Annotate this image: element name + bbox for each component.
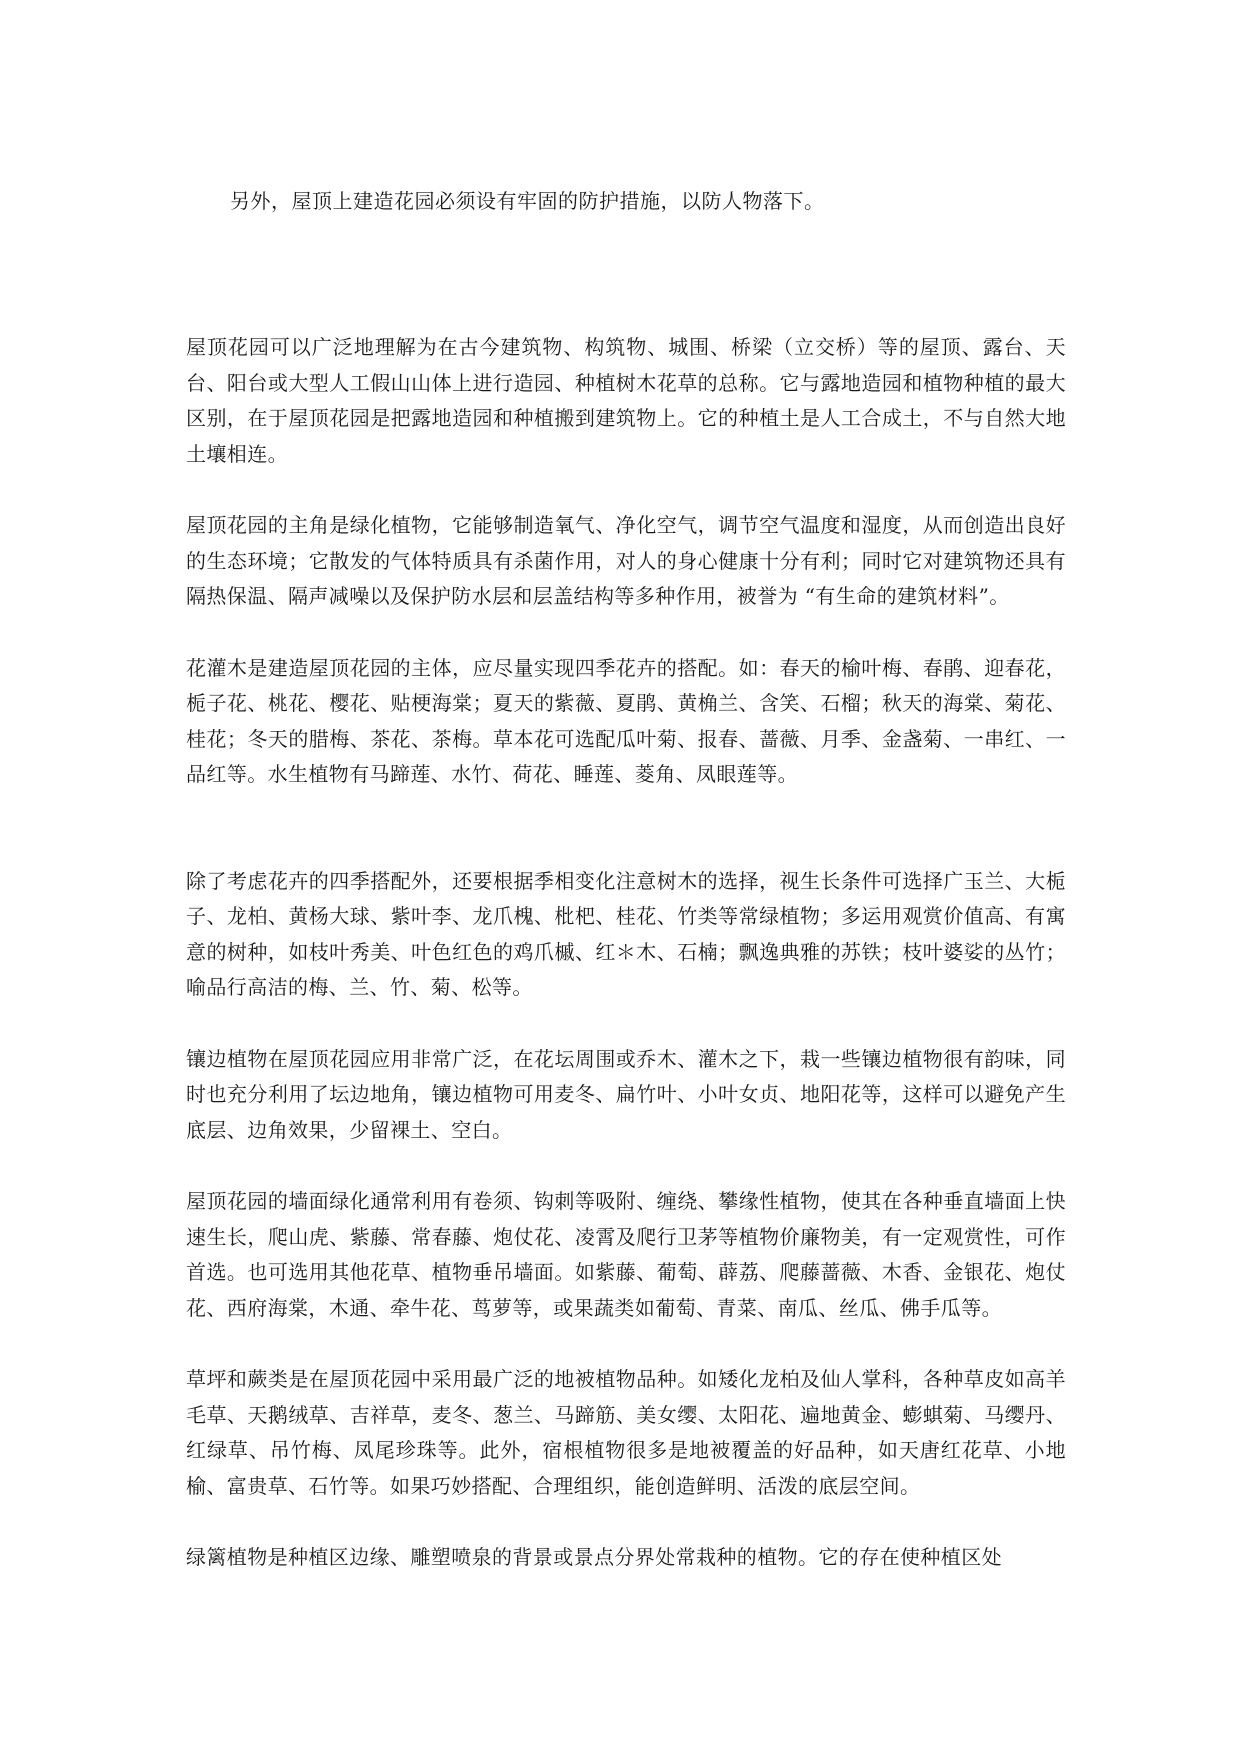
paragraph-wall-greening: 屋顶花园的墙面绿化通常利用有卷须、钩刺等吸附、缠绕、攀缘性植物，使其在各种垂直墙面上快速生长，爬山虎、紫藤、常春藤、炮仗花、凌霄及爬行卫茅等植物价廉物美，有一定观赏性，可作首选。也可选用其他花草、植物垂吊墙面。如紫藤、葡萄、薜荔、爬藤蔷薇、木香、金银花、炮仗花、西府海棠，木通、牵牛花、茑萝等，或果蔬类如葡萄、青菜、南瓜、丝瓜、佛手瓜等。 xyxy=(186,1189,1066,1320)
paragraph-gap xyxy=(186,1006,1066,1042)
paragraph-roof-garden-definition: 屋顶花园可以广泛地理解为在古今建筑物、构筑物、城围、桥梁（立交桥）等的屋顶、露台、天台、阳台或大型人工假山山体上进行造园、种植树木花草的总称。它与露地造园和植物种植的最大区别，在于屋顶花园是把露地造园和种植搬到建筑物上。它的种植土是人工合成土，不与自然大地土壤相连。 xyxy=(186,335,1066,466)
paragraph-tree-selection: 除了考虑花卉的四季搭配外，还要根据季相变化注意树木的选择，视生长条件可选择广玉兰、大栀子、龙柏、黄杨大球、紫叶李、龙爪槐、枇杷、桂花、竹类等常绿植物；多运用观赏价值高、有寓意的树种，如枝叶秀美、叶色红色的鸡爪槭、红＊木、石楠；飘逸典雅的苏铁；枝叶婆娑的丛竹；喻品行高洁的梅、兰、竹、菊、松等。 xyxy=(186,868,1066,999)
intro-paragraph: 另外，屋顶上建造花园必须设有牢固的防护措施，以防人物落下。 xyxy=(230,189,825,213)
paragraph-gap xyxy=(186,615,1066,651)
paragraph-lawn-ferns: 草坪和蕨类是在屋顶花园中采用最广泛的地被植物品种。如矮化龙柏及仙人掌科，各种草皮如高羊毛草、天鹅绒草、吉祥草，麦冬、葱兰、马蹄筋、美女缨、太阳花、遍地黄金、蟛蜞菊、马缨丹、红绿草、吊竹梅、凤尾珍珠等。此外，宿根植物很多是地被覆盖的好品种，如天唐红花草、小地榆、富贵草、石竹等。如果巧妙搭配、合理组织，能创造鲜明、活泼的底层空间。 xyxy=(186,1367,1066,1498)
paragraph-gap xyxy=(186,1148,1066,1184)
body-text xyxy=(186,330,1066,1576)
paragraph-gap xyxy=(186,472,1066,508)
paragraph-hedge-plants: 绿篱植物是种植区边缘、雕塑喷泉的背景或景点分界处常栽种的植物。它的存在使种植区处 xyxy=(186,1545,1002,1569)
paragraph-edging-plants: 镶边植物在屋顶花园应用非常广泛，在花坛周围或乔木、灌木之下，栽一些镶边植物很有韵味，同时也充分利用了坛边地角，镶边植物可用麦冬、扁竹叶、小叶女贞、地阳花等，这样可以避免产生底层、边角效果，少留裸土、空白。 xyxy=(186,1046,1066,1142)
paragraph-gap xyxy=(186,1504,1066,1540)
paragraph-flowering-shrubs: 花灌木是建造屋顶花园的主体，应尽量实现四季花卉的搭配。如：春天的榆叶梅、春鹃、迎春花，栀子花、桃花、樱花、贴梗海棠；夏天的紫薇、夏鹃、黄桷兰、含笑、石榴；秋天的海棠、菊花、桂花；冬天的腊梅、茶花、茶梅。草本花可选配瓜叶菊、报春、蔷薇、月季、金盏菊、一串红、一品红等。水生植物有马蹄莲、水竹、荷花、睡莲、菱角、凤眼莲等。 xyxy=(186,655,1066,786)
paragraph-green-plants-role: 屋顶花园的主角是绿化植物，它能够制造氧气、净化空气，调节空气温度和湿度，从而创造出良好的生态环境；它散发的气体特质具有杀菌作用，对人的身心健康十分有利；同时它对建筑物还具有隔热保温、隔声减噪以及保护防水层和层盖结构等多种作用，被誉为 “有生命的建筑材料”。 xyxy=(186,513,1066,608)
paragraph-gap xyxy=(186,793,1066,864)
paragraph-gap xyxy=(186,1326,1066,1362)
